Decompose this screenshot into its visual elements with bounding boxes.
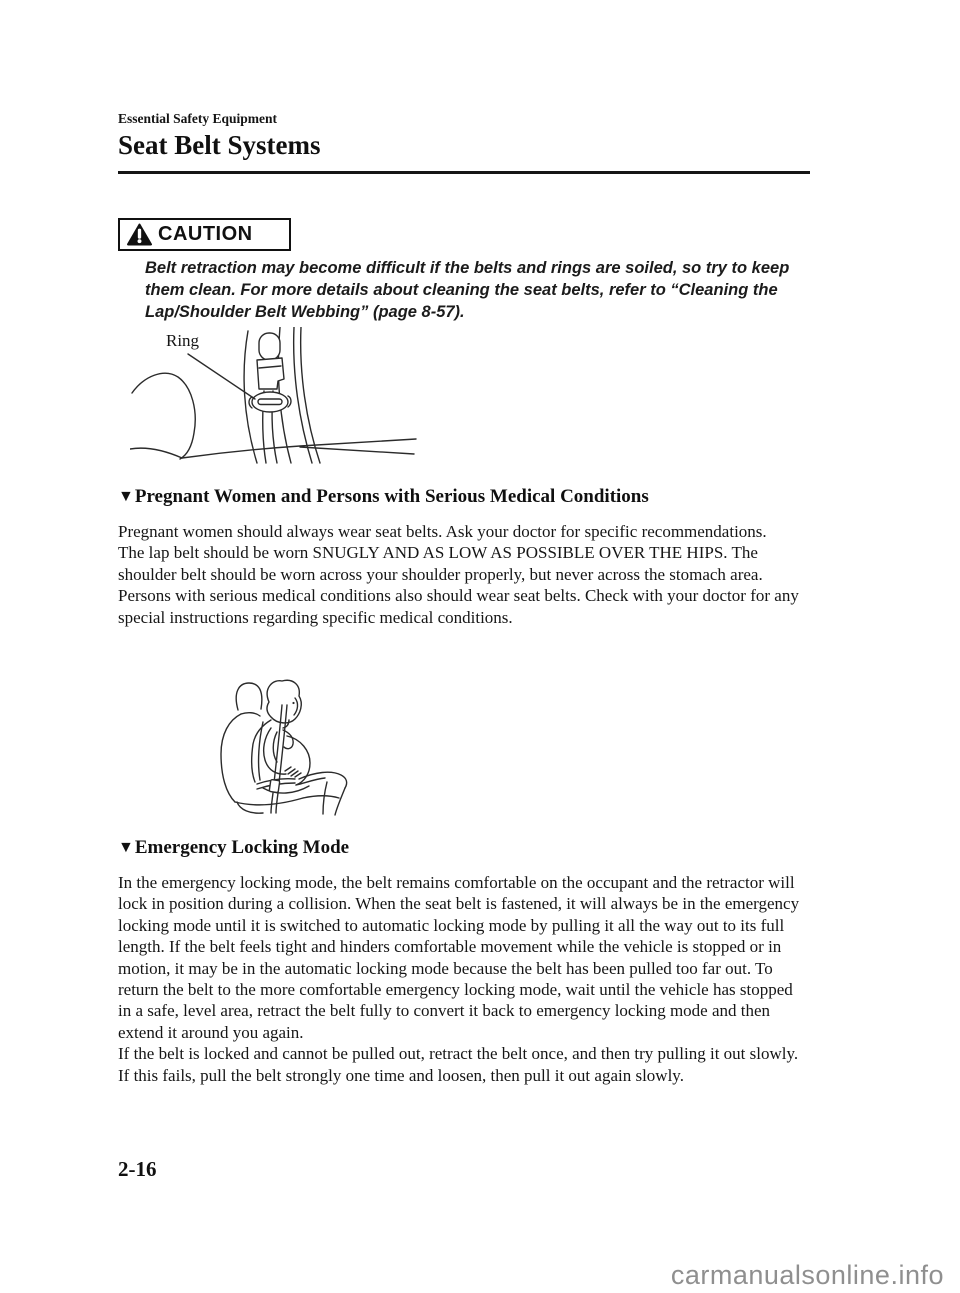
pregnant-illustration-drawing [207, 676, 354, 817]
caution-label: CAUTION [158, 223, 253, 245]
paragraph: Pregnant women should always wear seat belts. Ask your doctor for specific recommendations. [118, 522, 767, 541]
header-rule [118, 171, 810, 174]
caution-section [118, 218, 810, 323]
page-title: Seat Belt Systems [118, 130, 321, 160]
section-heading-text: Emergency Locking Mode [134, 837, 350, 858]
paragraph: Persons with serious medical conditions also should wear seat belts. Check with your doctor for any special instructions regarding specific medical conditions. [118, 586, 799, 627]
section-emergency-locking [118, 836, 814, 1086]
section-body-emergency [118, 872, 806, 1086]
warning-triangle-icon [127, 223, 152, 246]
watermark: carmanualsonline.info [670, 1260, 944, 1290]
caution-text: Belt retraction may become difficult if the belts and rings are soiled, so try to keep them clean. For more details about cleaning the seat belts, refer to “Cleaning the Lap/Shoulder Belt Webbing” (page 8-57). [145, 259, 790, 321]
caution-box [118, 218, 291, 251]
page-number: 2-16 [118, 1157, 157, 1181]
paragraph: If the belt is locked and cannot be pulled out, retract the belt once, and then try pulling it out slowly. If this fails, pull the belt strongly one time and loosen, then pull it out again slowly. [118, 1044, 799, 1085]
paragraph: In the emergency locking mode, the belt remains comfortable on the occupant and the retractor will lock in position during a collision. When the seat belt is fastened, it will always be in the emergency locking mode until it is switched to automatic locking mode by pulling it all the way out to its full length. If the belt feels tight and hinders comfortable movement while the vehicle is stopped or in motion, it may be in the automatic locking mode because the belt has been pulled too far out. To return the belt to the more comfortable emergency locking mode, wait until the vehicle has stopped in a safe, level area, retract the belt fully to convert it back to emergency locking mode and then extend it around you again. [118, 873, 800, 1042]
ring-figure-label: Ring [166, 331, 200, 350]
section-heading-pregnant [118, 485, 814, 509]
section-heading-emergency [118, 836, 814, 860]
seat-belt-ring-illustration [130, 327, 422, 464]
section-heading-text: Pregnant Women and Persons with Serious Medical Conditions [134, 486, 649, 507]
section-marker-icon: ▼ [118, 488, 134, 505]
section-body-pregnant [118, 521, 806, 628]
section-marker-icon: ▼ [118, 839, 134, 856]
paragraph: The lap belt should be worn SNUGLY AND AS LOW AS POSSIBLE OVER THE HIPS. The shoulder belt should be worn across your shoulder properly, but never across the stomach area. [118, 543, 763, 584]
breadcrumb: Essential Safety Equipment [118, 111, 278, 126]
document-header [118, 110, 810, 174]
pregnant-woman-seat-belt-illustration [207, 676, 354, 817]
section-pregnant-women [118, 485, 814, 628]
